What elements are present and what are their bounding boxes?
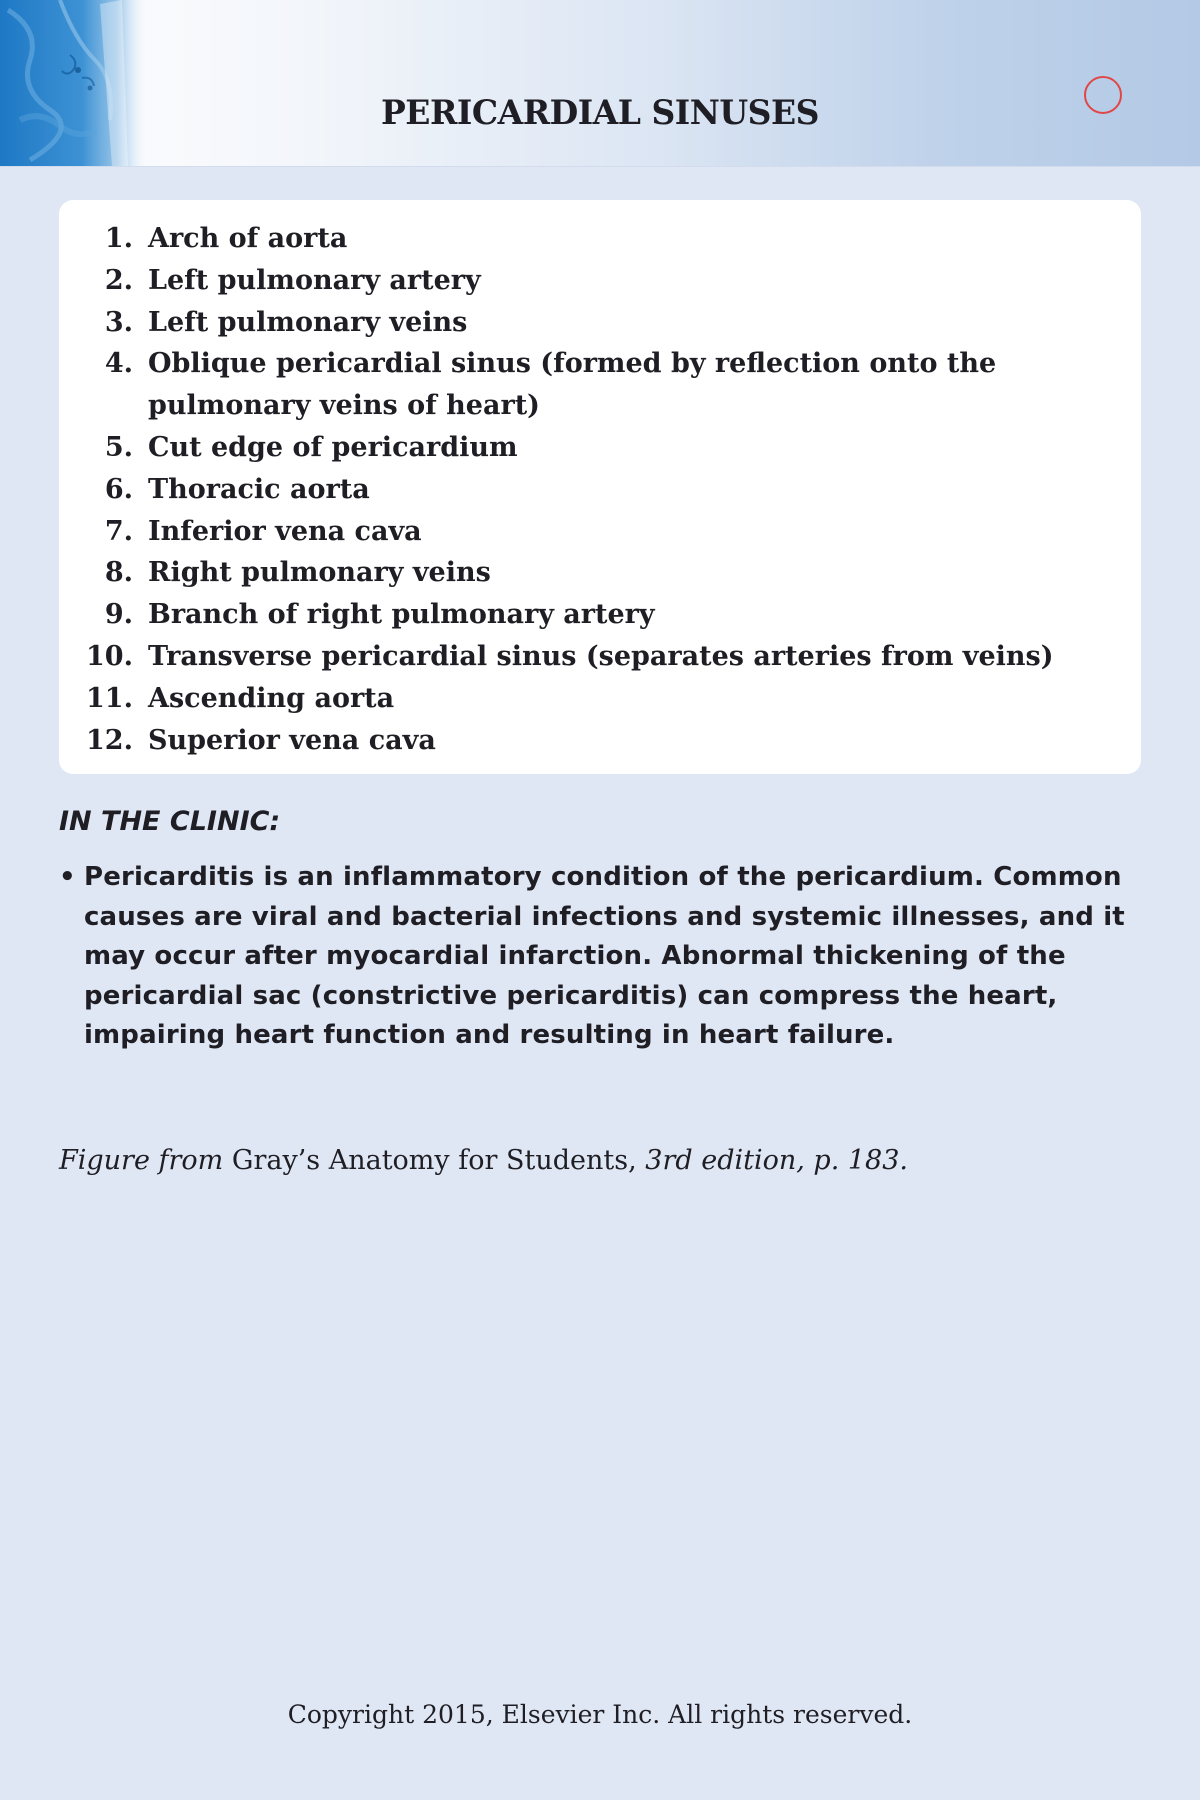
label-text: Transverse pericardial sinus (separates arteries from veins) [148,640,1054,672]
label-number: 11. [86,682,133,714]
label-number: 7. [104,515,133,547]
clinic-list [59,858,1149,1056]
label-text: Thoracic aorta [148,473,370,505]
labels-list [59,218,1141,761]
corner-anatomy-art [0,0,150,166]
label-number: 1. [104,223,133,254]
label-number: 10. [86,640,133,672]
label-text: Cut edge of pericardium [148,431,518,463]
label-number: 9. [104,599,133,631]
figure-source [59,1142,908,1180]
bullet-icon: • [59,862,76,892]
label-item [59,302,1141,344]
label-number: 6. [104,473,133,505]
label-number: 3. [104,306,133,338]
copyright: Copyright 2015, Elsevier Inc. All rights reserved. [287,1700,913,1729]
card-header [0,0,1200,167]
label-text: Branch of right pulmonary artery [148,599,655,631]
clinic-text: Pericarditis is an inflammatory condition of the pericardium. Common causes are viral and bacterial infections and systemic illnesses, and it may occur after myocardial infarction. Abnormal thickening of the pericardial sac (constrictive pericarditis) can compress the heart, impairing heart function and resulting in heart failure. [84,862,1125,1050]
label-number: 8. [104,557,133,589]
clinic-bullet-item [59,858,1149,1056]
label-text: Ascending aorta [148,682,395,714]
label-item [59,260,1141,302]
figure-source-suffix: 3rd edition, p. 183. [645,1145,908,1176]
page-title: PERICARDIAL SINUSES [380,93,820,133]
label-item [59,427,1141,469]
label-item [59,511,1141,553]
label-number: 12. [86,724,133,756]
label-text: Left pulmonary veins [148,306,468,338]
labels-card [59,200,1141,774]
label-item [59,594,1141,636]
circle-icon [1084,76,1122,114]
label-number: 5. [104,431,133,463]
anatomy-texture-art [0,0,150,166]
label-item [59,218,1141,260]
label-text: Right pulmonary veins [148,557,491,589]
label-item [59,636,1141,678]
label-text: Inferior vena cava [148,515,422,547]
figure-source-prefix: Figure from [59,1145,224,1176]
label-number: 2. [104,264,133,296]
label-item [59,469,1141,511]
label-text: Superior vena cava [148,724,436,756]
label-item [59,343,1141,427]
label-item [59,678,1141,720]
label-text: Oblique pericardial sinus (formed by reflection onto the pulmonary veins of heart) [148,348,997,422]
figure-source-book: Gray’s Anatomy for Students, [231,1145,637,1176]
label-text: Arch of aorta [148,223,348,254]
label-number: 4. [104,348,133,380]
label-item [59,552,1141,594]
label-text: Left pulmonary artery [148,264,481,296]
label-item [59,720,1141,762]
clinic-heading: IN THE CLINIC: [59,806,281,837]
